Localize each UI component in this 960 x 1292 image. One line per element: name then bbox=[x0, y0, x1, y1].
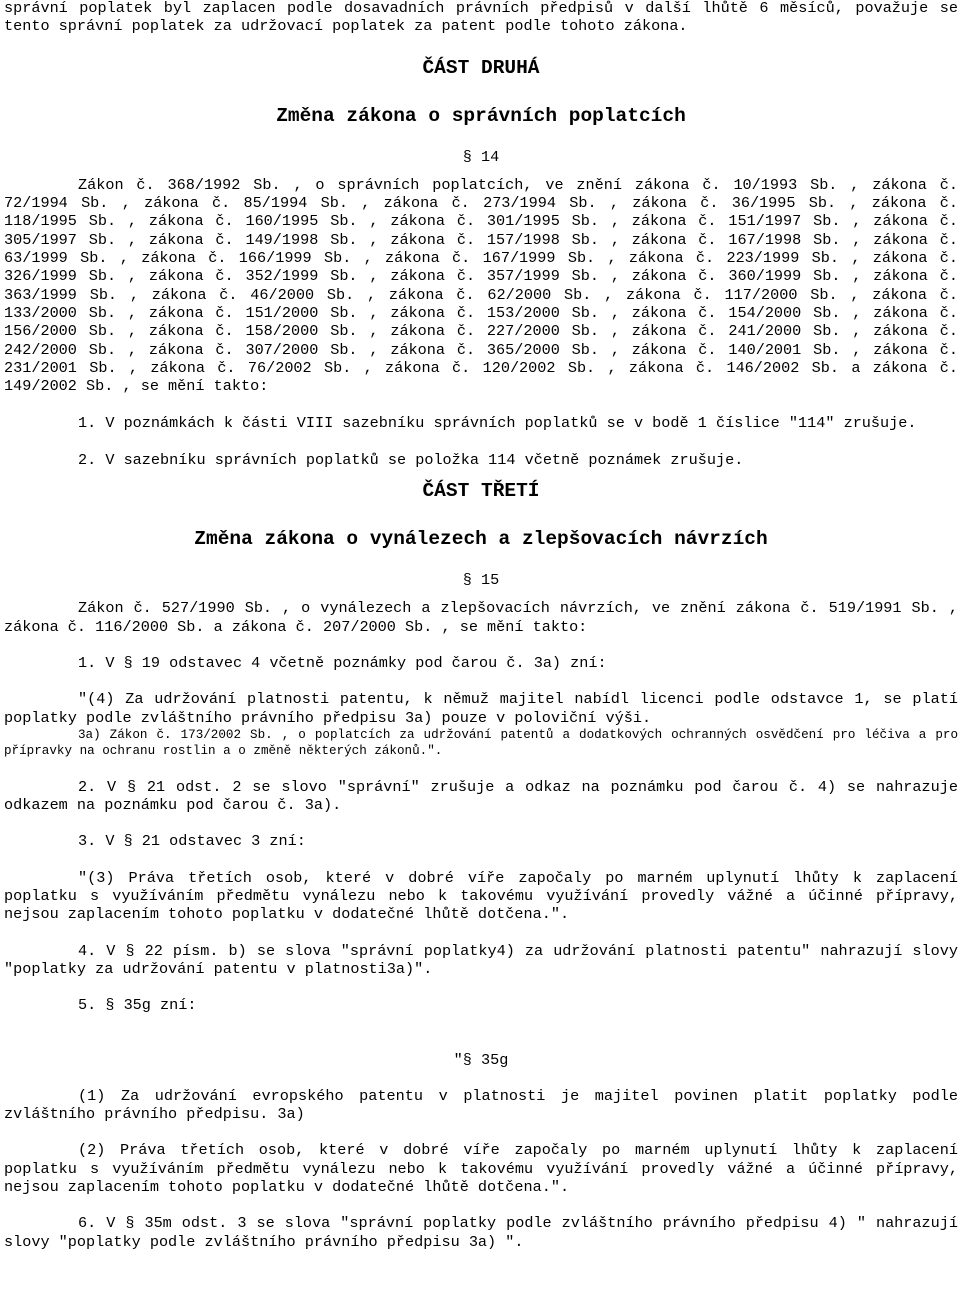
section-35g-heading: "§ 35g bbox=[453, 1050, 509, 1069]
part3-point-1: 1. V § 19 odstavec 4 včetně poznámky pod čarou č. 3a) zní: bbox=[78, 653, 607, 672]
part2-heading: ČÁST DRUHÁ bbox=[422, 56, 540, 79]
part2-point-1: 1. V poznámkách k části VIII sazebníku správních poplatků se v bodě 1 číslice "114" zrušuje. bbox=[78, 414, 917, 433]
section-14: § 14 bbox=[462, 147, 500, 166]
part3-quote-3: "(3) Práva třetích osob, které v dobré víře započaly po marném uplynutí lhůty k zaplacení poplatku s využíváním předmětu vynálezu nebo k takovému využívání provedly vážné a účinné přípravy, nejsou zaplacením tohoto poplatku v dodatečné lhůtě dotčena.". bbox=[4, 868, 958, 924]
intro-paragraph: správní poplatek byl zaplacen podle dosavadních právních předpisů v další lhůtě 6 měsíců, považuje se tento správní poplatek za udržovací poplatek za patent podle tohoto zákona. bbox=[4, 0, 958, 36]
part3-heading: ČÁST TŘETÍ bbox=[422, 480, 540, 503]
part3-point-3: 3. V § 21 odstavec 3 zní: bbox=[78, 832, 306, 851]
part3-point-6: 6. V § 35m odst. 3 se slova "správní poplatky podle zvláštního právního předpisu 4) " nahrazují slovy "poplatky podle zvláštního právního předpisu 3a) ". bbox=[4, 1214, 958, 1251]
footnote-3a: 3a) Zákon č. 173/2002 Sb. , o poplatcích za udržování patentů a dodatkových ochranných osvědčení pro léčiva a pro přípravky na ochranu rostlin a o změně některých zákonů.". bbox=[4, 727, 958, 758]
part3-point-5: 5. § 35g zní: bbox=[78, 996, 197, 1015]
section-35g-para-2: (2) Práva třetích osob, které v dobré víře započaly po marném uplynutí lhůty k zaplacení poplatku s využíváním předmětu vynálezu nebo k takovému využívání provedly vážné a účinné přípravy, nejsou zaplacením tohoto poplatku v dodatečné lhůtě dotčena.". bbox=[4, 1141, 958, 1196]
part3-title: Změna zákona o vynálezech a zlepšovacích návrzích bbox=[194, 528, 768, 551]
part3-quote-1: "(4) Za udržování platnosti patentu, k němuž majitel nabídl licenci podle odstavce 1, se platí poplatky podle zvláštního právního předpisu 3a) pouze v poloviční výši. bbox=[4, 690, 958, 727]
part3-point-2: 2. V § 21 odst. 2 se slovo "správní" zrušuje a odkaz na poznámku pod čarou č. 4) se nahrazuje odkazem na poznámku pod čarou č. 3a). bbox=[4, 777, 958, 815]
section-35g-para-1: (1) Za udržování evropského patentu v platnosti je majitel povinen platit poplatky podle zvláštního právního předpisu. 3a) bbox=[4, 1086, 958, 1124]
part2-amendment-text: Zákon č. 368/1992 Sb. , o správních poplatcích, ve znění zákona č. 10/1993 Sb. , zákona č. 72/1994 Sb. , zákona č. 85/1994 Sb. , zákona č. 273/1994 Sb. , zákona č. 36/1995 Sb. , zákona č. 118/1995 Sb. , zákona č. 160/1995 Sb. , zákona č. 301/1995 Sb. , zákona č. 151/1997 Sb. , zákona č. 305/1997 Sb. , zákona č. 149/1998 Sb. , zákona č. 157/1998 Sb. , zákona č. 167/1998 Sb. , zákona č. 63/1999 Sb. , zákona č. 166/1999 Sb. , zákona č. 167/1999 Sb. , zákona č. 223/1999 Sb. , zákona č. 326/1999 Sb. , zákona č. 352/1999 Sb. , zákona č. 357/1999 Sb. , zákona č. 360/1999 Sb. , zákona č. 363/1999 Sb. , zákona č. 46/2000 Sb. , zákona č. 62/2000 Sb. , zákona č. 117/2000 Sb. , zákona č. 133/2000 Sb. , zákona č. 151/2000 Sb. , zákona č. 153/2000 Sb. , zákona č. 154/2000 Sb. , zákona č. 156/2000 Sb. , zákona č. 158/2000 Sb. , zákona č. 227/2000 Sb. , zákona č. 241/2000 Sb. , zákona č. 242/2000 Sb. , zákona č. 307/2000 Sb. , zákona č. 365/2000 Sb. , zákona č. 140/2001 Sb. , zákona č. 231/2001 Sb. , zákona č. 76/2002 Sb. , zákona č. 120/2002 Sb. , zákona č. 146/2002 Sb. a zákona č. 149/2002 Sb. , se mění takto: bbox=[4, 175, 958, 396]
document-page bbox=[4, 0, 958, 1251]
part2-point-2: 2. V sazebníku správních poplatků se položka 114 včetně poznámek zrušuje. bbox=[78, 450, 744, 469]
part2-title: Změna zákona o správních poplatcích bbox=[276, 104, 686, 127]
section-15: § 15 bbox=[462, 571, 500, 590]
part3-point-4: 4. V § 22 písm. b) se slova "správní poplatky4) za udržování platnosti patentu" nahrazují slovy "poplatky za udržování patentu v platnosti3a)". bbox=[4, 941, 958, 978]
part3-amendment-text: Zákon č. 527/1990 Sb. , o vynálezech a zlepšovacích návrzích, ve znění zákona č. 519/1991 Sb. , zákona č. 116/2000 Sb. a zákona č. 207/2000 Sb. , se mění takto: bbox=[4, 599, 958, 636]
